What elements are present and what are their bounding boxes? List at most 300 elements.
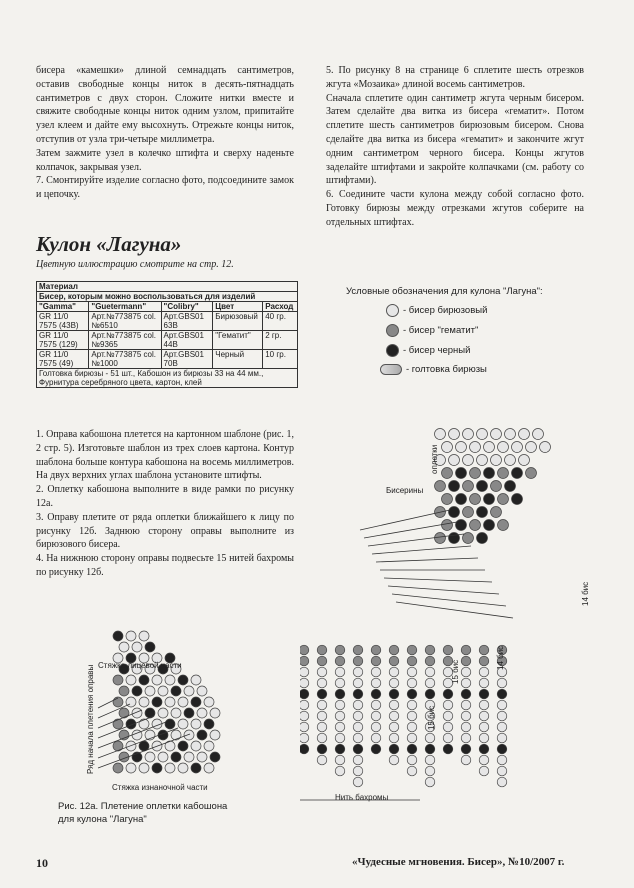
bead bbox=[461, 656, 471, 666]
bead bbox=[335, 667, 345, 677]
bead bbox=[191, 697, 201, 707]
bead bbox=[484, 520, 495, 531]
bead bbox=[317, 645, 327, 655]
bead bbox=[119, 642, 129, 652]
bead bbox=[184, 730, 194, 740]
bead bbox=[435, 481, 446, 492]
thread-line bbox=[396, 602, 513, 618]
bead bbox=[158, 708, 168, 718]
bead bbox=[335, 733, 345, 743]
table-cell: 40 гр. bbox=[263, 312, 298, 331]
bead bbox=[443, 711, 453, 721]
bead bbox=[498, 494, 509, 505]
bead bbox=[191, 675, 201, 685]
bead bbox=[461, 755, 471, 765]
bead bbox=[470, 468, 481, 479]
bead bbox=[540, 442, 551, 453]
bead bbox=[353, 689, 363, 699]
bead bbox=[197, 686, 207, 696]
bead bbox=[449, 429, 460, 440]
bead bbox=[407, 744, 417, 754]
bead bbox=[145, 686, 155, 696]
figure-12b-diagram bbox=[300, 420, 600, 840]
column-header: "Gamma" bbox=[37, 302, 89, 312]
bead bbox=[498, 468, 509, 479]
thread-line bbox=[384, 578, 492, 582]
bead bbox=[317, 689, 327, 699]
bead bbox=[484, 494, 495, 505]
bead bbox=[461, 744, 471, 754]
bead bbox=[119, 686, 129, 696]
bead bbox=[371, 711, 381, 721]
bead bbox=[479, 656, 489, 666]
table-row bbox=[37, 331, 298, 350]
step: 1. Оправа кабошона плетется на картонном шаблоне (рис. 1, 2 стр. 5). Изготовьте шаблон из трех слоев картона. Контур шаблона больше контура кабошона на восемь миллиметров. На двух верхних углах шаблона установите штифты. bbox=[36, 429, 294, 482]
bead bbox=[165, 697, 175, 707]
bead bbox=[443, 700, 453, 710]
bead bbox=[470, 520, 481, 531]
bead bbox=[145, 642, 155, 652]
bead bbox=[389, 722, 399, 732]
table-cell: GR 11/0 7575 (43В) bbox=[37, 312, 89, 331]
article-subtitle: Цветную иллюстрацию смотрите на стр. 12. bbox=[36, 259, 234, 270]
bead bbox=[139, 697, 149, 707]
bead bbox=[407, 755, 417, 765]
instruction-steps bbox=[36, 428, 294, 580]
table-cell: Арт.GBS01 44В bbox=[161, 331, 213, 350]
bead bbox=[171, 730, 181, 740]
bead bbox=[300, 744, 309, 754]
column-header: Расход bbox=[263, 302, 298, 312]
legend-label: - бисер черный bbox=[403, 345, 471, 356]
bead bbox=[191, 763, 201, 773]
bead bbox=[425, 645, 435, 655]
legend-title: Условные обозначения для кулона "Лагуна": bbox=[346, 286, 543, 297]
column-header: Цвет bbox=[213, 302, 263, 312]
turquoise-bead-icon bbox=[386, 304, 399, 317]
column-header: "Guetermann" bbox=[89, 302, 161, 312]
step: 2. Оплетку кабошона выполните в виде рамки по рисунку 12а. bbox=[36, 484, 294, 509]
bead bbox=[132, 686, 142, 696]
thread-line bbox=[388, 586, 499, 594]
bead bbox=[197, 708, 207, 718]
bead bbox=[505, 481, 516, 492]
bead bbox=[126, 631, 136, 641]
bead bbox=[407, 678, 417, 688]
bead bbox=[477, 533, 488, 544]
bead bbox=[317, 744, 327, 754]
table-cell: Арт.№773875 col. №1000 bbox=[89, 350, 161, 369]
bead bbox=[479, 645, 489, 655]
bead bbox=[425, 777, 435, 787]
bead bbox=[526, 442, 537, 453]
bead bbox=[126, 675, 136, 685]
bead bbox=[497, 722, 507, 732]
bead bbox=[353, 667, 363, 677]
magazine-title: «Чудесные мгновения. Бисер», №10/2007 г. bbox=[352, 856, 565, 868]
bead bbox=[443, 689, 453, 699]
bead bbox=[497, 700, 507, 710]
bead bbox=[491, 429, 502, 440]
bead bbox=[425, 733, 435, 743]
bead bbox=[300, 645, 309, 655]
page-number: 10 bbox=[36, 856, 48, 870]
bead bbox=[425, 766, 435, 776]
bead bbox=[461, 733, 471, 743]
bead bbox=[371, 733, 381, 743]
figure-label: Стяжка изнаночной части bbox=[112, 783, 208, 792]
bead bbox=[353, 700, 363, 710]
bead bbox=[461, 700, 471, 710]
figure-label: Ряд начала плетения оправы bbox=[86, 664, 95, 774]
bead bbox=[132, 708, 142, 718]
bead bbox=[449, 481, 460, 492]
bead bbox=[533, 429, 544, 440]
bead bbox=[165, 763, 175, 773]
bead bbox=[456, 494, 467, 505]
bead bbox=[204, 719, 214, 729]
bead bbox=[171, 752, 181, 762]
figure-label: 15 бис bbox=[451, 659, 460, 684]
bead bbox=[449, 455, 460, 466]
bead bbox=[353, 766, 363, 776]
bead bbox=[389, 755, 399, 765]
bead bbox=[178, 719, 188, 729]
bead bbox=[389, 656, 399, 666]
bead bbox=[371, 667, 381, 677]
table-row bbox=[37, 312, 298, 331]
thread-line bbox=[372, 546, 471, 554]
bead bbox=[461, 645, 471, 655]
bead bbox=[526, 468, 537, 479]
bead bbox=[461, 667, 471, 677]
bead bbox=[497, 766, 507, 776]
bead bbox=[317, 667, 327, 677]
figure-label: 14 бис bbox=[496, 645, 505, 670]
bead bbox=[113, 763, 123, 773]
bead bbox=[178, 675, 188, 685]
bead bbox=[443, 744, 453, 754]
step: 3. Оправу плетите от ряда оплетки ближайшего к лицу по рисунку 12б. Заднюю сторону оправы выполните из бирюзового бисера. bbox=[36, 511, 294, 551]
bead bbox=[139, 719, 149, 729]
bead bbox=[497, 678, 507, 688]
figure-label: оплетки bbox=[430, 444, 439, 474]
bead bbox=[449, 533, 460, 544]
turquoise-nugget-icon bbox=[380, 364, 402, 375]
bead bbox=[461, 711, 471, 721]
bead bbox=[119, 730, 129, 740]
bead bbox=[317, 733, 327, 743]
bead bbox=[497, 744, 507, 754]
paragraph: Сначала сплетите один сантиметр жгута черным бисером. Затем сделайте два витка из бисера «гематит». Потом сплетите шесть сантиметров бирюзовым бисером. Снова сделайте два витка из бисера «гематит» и закончите жгут одним сантиметром черного бисера. Концы жгутов заделайте штифтами и закройте колпачками (см. работу со штифтами). bbox=[326, 92, 584, 187]
bead bbox=[497, 689, 507, 699]
bead bbox=[371, 700, 381, 710]
bead bbox=[479, 755, 489, 765]
bead bbox=[505, 455, 516, 466]
paragraph: бисера «камешки» длиной семнадцать сантиметров, оставив свободные концы ниток в десять-пятнадцать сантиметров с двух сторон. Сложите нитки вместе и свяжите свободные концы ниток одним узлом, припитайте узел клеем и дайте ему высохнуть. Отрежьте концы ниток, отступив от узла три-четыре миллиметра. bbox=[36, 65, 294, 145]
bead bbox=[300, 733, 309, 743]
bead bbox=[479, 700, 489, 710]
bead bbox=[425, 656, 435, 666]
bead bbox=[152, 697, 162, 707]
bead bbox=[353, 733, 363, 743]
materials-subheader: Бисер, которым можно воспользоваться для изделий bbox=[37, 292, 298, 302]
bead bbox=[171, 686, 181, 696]
bead bbox=[178, 697, 188, 707]
bead bbox=[491, 455, 502, 466]
text-column-right-top bbox=[326, 64, 584, 230]
bead bbox=[425, 744, 435, 754]
hematite-bead-icon bbox=[386, 324, 399, 337]
bead bbox=[335, 656, 345, 666]
paragraph: 7. Смонтируйте изделие согласно фото, подсоедините замок и цепочку. bbox=[36, 175, 294, 201]
bead bbox=[165, 719, 175, 729]
bead bbox=[178, 741, 188, 751]
materials-extras: Голтовка бирюзы - 51 шт., Кабошон из бирюзы 33 на 44 мм., Фурнитура серебряного цвета, картон, клей bbox=[37, 369, 298, 388]
bead bbox=[317, 722, 327, 732]
bead bbox=[353, 711, 363, 721]
figure-label: 15 бис bbox=[427, 705, 436, 730]
bead bbox=[497, 777, 507, 787]
table-cell: Арт.GBS01 63В bbox=[161, 312, 213, 331]
bead bbox=[435, 429, 446, 440]
bead bbox=[132, 642, 142, 652]
figure-label: Стяжка лицевой части bbox=[98, 661, 182, 670]
bead bbox=[491, 507, 502, 518]
bead bbox=[371, 722, 381, 732]
bead bbox=[461, 722, 471, 732]
bead bbox=[512, 468, 523, 479]
bead bbox=[407, 700, 417, 710]
table-cell: GR 11/0 7575 (129) bbox=[37, 331, 89, 350]
legend-item bbox=[386, 344, 470, 357]
thread-line bbox=[376, 558, 478, 562]
bead bbox=[497, 755, 507, 765]
materials-header: Материал bbox=[37, 282, 298, 292]
table-cell: GR 11/0 7575 (49) bbox=[37, 350, 89, 369]
bead bbox=[479, 766, 489, 776]
bead bbox=[389, 667, 399, 677]
bead bbox=[139, 763, 149, 773]
table-cell: 2 гр. bbox=[263, 331, 298, 350]
bead bbox=[479, 733, 489, 743]
bead bbox=[371, 645, 381, 655]
caption-line: для кулона "Лагуна" bbox=[58, 814, 147, 825]
bead bbox=[204, 697, 214, 707]
paragraph: Затем зажмите узел в колечко штифта и сверху наденьте колпачок, закрывая узел. bbox=[36, 147, 294, 173]
bead bbox=[389, 733, 399, 743]
bead bbox=[407, 711, 417, 721]
bead bbox=[335, 744, 345, 754]
bead bbox=[479, 711, 489, 721]
bead bbox=[463, 481, 474, 492]
bead bbox=[479, 722, 489, 732]
legend-item bbox=[386, 304, 487, 317]
bead bbox=[158, 752, 168, 762]
bead bbox=[371, 656, 381, 666]
bead bbox=[178, 763, 188, 773]
thread-line bbox=[392, 594, 506, 606]
bead bbox=[353, 755, 363, 765]
caption-line: Рис. 12а. Плетение оплетки кабошона bbox=[58, 801, 228, 812]
bead bbox=[425, 667, 435, 677]
bead bbox=[335, 689, 345, 699]
bead bbox=[139, 631, 149, 641]
table-cell: Черный bbox=[213, 350, 263, 369]
legend-label: - бисер бирюзовый bbox=[403, 305, 488, 316]
paragraph: 5. По рисунку 8 на странице 6 сплетите шесть отрезков жгута «Мозаика» длиной восемь сантиметров. bbox=[326, 65, 584, 90]
materials-table bbox=[36, 281, 298, 388]
bead bbox=[353, 678, 363, 688]
bead bbox=[484, 442, 495, 453]
bead bbox=[300, 678, 309, 688]
table-row bbox=[37, 350, 298, 369]
bead bbox=[407, 656, 417, 666]
bead bbox=[498, 520, 509, 531]
table-cell: Арт.№773875 col. №9365 bbox=[89, 331, 161, 350]
bead bbox=[317, 656, 327, 666]
bead bbox=[353, 777, 363, 787]
bead bbox=[461, 689, 471, 699]
column-header: "Colibry" bbox=[161, 302, 213, 312]
figure-label: 14 бис bbox=[581, 581, 590, 606]
bead bbox=[463, 429, 474, 440]
bead bbox=[407, 733, 417, 743]
text-column-left-top bbox=[36, 64, 294, 202]
bead bbox=[300, 722, 309, 732]
bead bbox=[210, 730, 220, 740]
bead bbox=[335, 755, 345, 765]
bead bbox=[300, 667, 309, 677]
bead bbox=[497, 733, 507, 743]
bead bbox=[470, 494, 481, 505]
table-cell: Арт.№773875 col. №6510 bbox=[89, 312, 161, 331]
paragraph: 6. Соедините части кулона между собой согласно фото. Готовку бирюзы между отрезками жгутов соберите на отдельных штифтах. bbox=[326, 189, 584, 228]
bead bbox=[152, 675, 162, 685]
figure-label: Бисерины bbox=[386, 486, 424, 495]
bead bbox=[300, 700, 309, 710]
bead bbox=[425, 755, 435, 765]
legend-label: - голтовка бирюзы bbox=[406, 364, 487, 375]
black-bead-icon bbox=[386, 344, 399, 357]
bead bbox=[463, 507, 474, 518]
bead bbox=[443, 645, 453, 655]
bead bbox=[317, 678, 327, 688]
bead bbox=[152, 763, 162, 773]
table-cell: Арт.GBS01 70В bbox=[161, 350, 213, 369]
bead bbox=[197, 752, 207, 762]
bead bbox=[461, 678, 471, 688]
bead bbox=[479, 678, 489, 688]
bead bbox=[113, 697, 123, 707]
bead bbox=[512, 494, 523, 505]
bead bbox=[407, 766, 417, 776]
bead bbox=[191, 719, 201, 729]
bead bbox=[449, 507, 460, 518]
bead bbox=[119, 708, 129, 718]
bead bbox=[407, 689, 417, 699]
bead bbox=[505, 429, 516, 440]
bead bbox=[191, 741, 201, 751]
bead bbox=[389, 711, 399, 721]
bead bbox=[371, 689, 381, 699]
bead bbox=[389, 678, 399, 688]
bead bbox=[335, 711, 345, 721]
bead bbox=[204, 741, 214, 751]
bead bbox=[113, 631, 123, 641]
bead bbox=[184, 708, 194, 718]
bead bbox=[389, 744, 399, 754]
bead bbox=[519, 429, 530, 440]
bead bbox=[335, 700, 345, 710]
bead bbox=[425, 689, 435, 699]
bead bbox=[389, 645, 399, 655]
bead bbox=[443, 722, 453, 732]
bead bbox=[479, 744, 489, 754]
bead bbox=[353, 744, 363, 754]
bead bbox=[407, 722, 417, 732]
table-cell: 10 гр. bbox=[263, 350, 298, 369]
article-title: Кулон «Лагуна» bbox=[36, 232, 182, 256]
bead bbox=[456, 468, 467, 479]
bead bbox=[300, 689, 309, 699]
bead bbox=[353, 656, 363, 666]
bead bbox=[463, 455, 474, 466]
bead bbox=[371, 744, 381, 754]
bead bbox=[335, 766, 345, 776]
bead bbox=[300, 711, 309, 721]
bead bbox=[443, 733, 453, 743]
bead bbox=[442, 520, 453, 531]
bead bbox=[184, 686, 194, 696]
bead bbox=[335, 678, 345, 688]
bead bbox=[484, 468, 495, 479]
bead bbox=[113, 675, 123, 685]
bead bbox=[407, 645, 417, 655]
bead bbox=[197, 730, 207, 740]
bead bbox=[442, 494, 453, 505]
thread-line bbox=[360, 510, 450, 530]
bead bbox=[442, 468, 453, 479]
bead bbox=[435, 533, 446, 544]
bead bbox=[204, 763, 214, 773]
bead bbox=[126, 763, 136, 773]
bead bbox=[113, 719, 123, 729]
bead bbox=[210, 752, 220, 762]
bead bbox=[425, 678, 435, 688]
bead bbox=[300, 656, 309, 666]
bead bbox=[139, 675, 149, 685]
bead bbox=[317, 755, 327, 765]
bead bbox=[171, 708, 181, 718]
table-cell: Бирюзовый bbox=[213, 312, 263, 331]
bead bbox=[479, 689, 489, 699]
step: 4. На нижнюю сторону оправы подвесьте 15 нитей бахромы по рисунку 12б. bbox=[36, 553, 294, 578]
bead bbox=[389, 700, 399, 710]
bead bbox=[335, 722, 345, 732]
table-cell: "Гематит" bbox=[213, 331, 263, 350]
bead bbox=[497, 711, 507, 721]
bead bbox=[456, 520, 467, 531]
bead bbox=[477, 429, 488, 440]
legend-label: - бисер "гематит" bbox=[403, 325, 479, 336]
bead bbox=[519, 455, 530, 466]
bead bbox=[335, 645, 345, 655]
bead bbox=[145, 752, 155, 762]
bead bbox=[477, 481, 488, 492]
bead bbox=[470, 442, 481, 453]
bead bbox=[477, 507, 488, 518]
